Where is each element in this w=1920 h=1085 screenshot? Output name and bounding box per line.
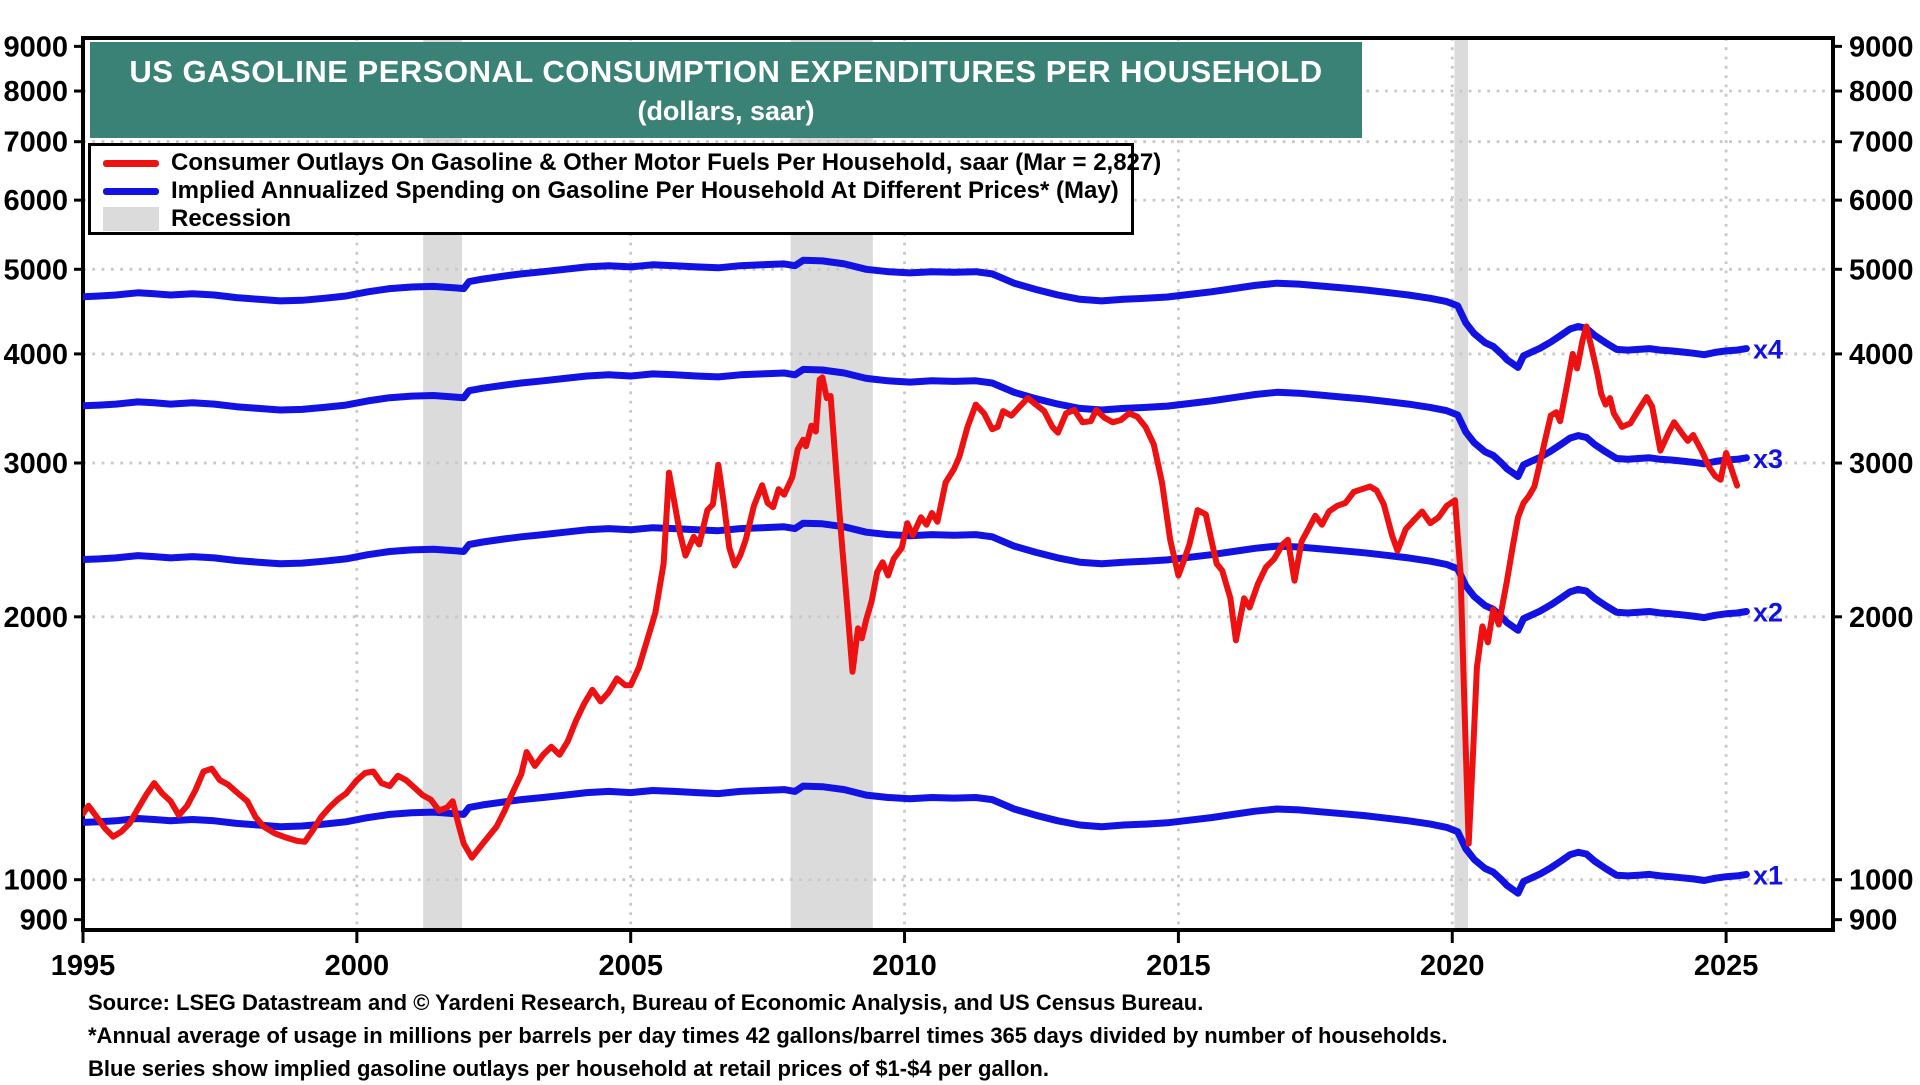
y-axis-label-left: 4000 bbox=[3, 338, 68, 371]
y-axis-label-right: 8000 bbox=[1849, 76, 1914, 109]
legend-item-recession bbox=[103, 205, 1131, 233]
page-subtitle: (dollars, saar) bbox=[637, 95, 815, 126]
y-axis-label-left: 900 bbox=[19, 904, 68, 937]
y-axis-label-left: 6000 bbox=[3, 185, 68, 218]
y-axis-label-right: 7000 bbox=[1849, 126, 1914, 159]
legend-label: Consumer Outlays On Gasoline & Other Motor Fuels Per Household, saar (Mar = 2,827) bbox=[171, 149, 1162, 176]
y-axis-label-left: 8000 bbox=[3, 76, 68, 109]
y-axis-label-right: 6000 bbox=[1849, 185, 1914, 218]
x-axis-label: 2020 bbox=[1419, 950, 1485, 982]
y-axis-label-right: 5000 bbox=[1849, 254, 1914, 287]
recession-swatch-icon bbox=[103, 207, 159, 231]
title-banner bbox=[90, 42, 1362, 138]
blue-line-swatch-icon bbox=[103, 188, 159, 195]
source-line: Source: LSEG Datastream and © Yardeni Research, Bureau of Economic Analysis, and US Census Bureau. bbox=[88, 990, 1204, 1015]
y-axis-label-right: 3000 bbox=[1849, 448, 1914, 481]
y-axis-label-left: 5000 bbox=[3, 254, 68, 287]
footnote-line: *Annual average of usage in millions per barrels per day times 42 gallons/barrel times 365 days divided by number of households. bbox=[88, 1023, 1448, 1048]
y-axis-label-right: 900 bbox=[1849, 904, 1898, 937]
y-axis-label-left: 7000 bbox=[3, 126, 68, 159]
implied-spending-line-x3 bbox=[83, 369, 1746, 476]
x-axis-label: 1995 bbox=[50, 950, 116, 982]
x-axis-label: 2010 bbox=[872, 950, 937, 982]
x-axis-label: 2000 bbox=[324, 950, 390, 982]
footnote-line: Blue series show implied gasoline outlays per household at retail prices of $1-$4 per gallon. bbox=[88, 1056, 1049, 1081]
x-axis-label: 2005 bbox=[598, 950, 663, 982]
legend-item-implied-spending bbox=[103, 177, 1131, 205]
legend-label: Recession bbox=[171, 205, 292, 232]
y-axis-label-right: 2000 bbox=[1849, 601, 1914, 634]
y-axis-label-right: 4000 bbox=[1849, 338, 1914, 371]
legend-label: Implied Annualized Spending on Gasoline Per Household At Different Prices* (May) bbox=[171, 177, 1119, 204]
y-axis-label-left: 9000 bbox=[3, 31, 68, 64]
y-axis-label-left: 1000 bbox=[3, 864, 68, 897]
series-label-x3: x3 bbox=[1753, 443, 1784, 474]
legend-box bbox=[88, 143, 1162, 235]
x-axis-label: 2015 bbox=[1146, 950, 1211, 982]
y-axis-label-right: 1000 bbox=[1849, 864, 1914, 897]
page-title: US GASOLINE PERSONAL CONSUMPTION EXPENDITURES PER HOUSEHOLD bbox=[129, 53, 1323, 89]
source-notes bbox=[88, 986, 1448, 1085]
series-label-x1: x1 bbox=[1753, 860, 1784, 891]
y-axis-label-left: 3000 bbox=[3, 448, 68, 481]
implied-spending-line-x4 bbox=[83, 260, 1746, 367]
y-axis-label-left: 2000 bbox=[3, 601, 68, 634]
series-label-x4: x4 bbox=[1753, 334, 1784, 365]
red-line-swatch-icon bbox=[103, 160, 159, 167]
y-axis-label-right: 9000 bbox=[1849, 31, 1914, 64]
x-axis-label: 2025 bbox=[1693, 950, 1759, 982]
legend-item-consumer-outlays bbox=[103, 149, 1162, 177]
series-label-x2: x2 bbox=[1753, 597, 1784, 628]
